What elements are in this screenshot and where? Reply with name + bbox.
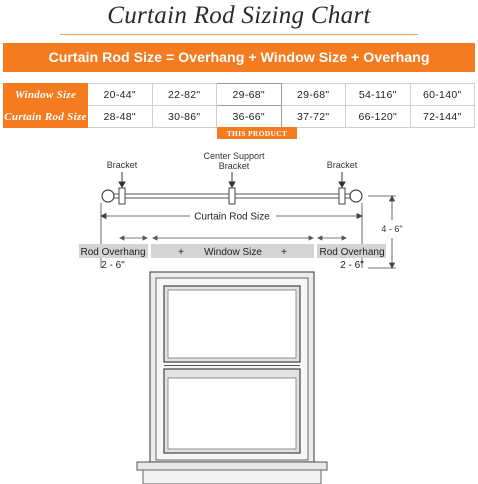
chart-title: Curtain Rod Sizing Chart — [107, 2, 371, 29]
overhang-left-label: Rod Overhang — [80, 247, 146, 258]
this-product-badge: THIS PRODUCT — [217, 127, 297, 139]
table-cell: 29-68" — [281, 84, 346, 106]
table-cell: 30-86" — [152, 106, 217, 128]
table-cell: 60-140" — [410, 84, 475, 106]
height-label: 4 - 6" — [381, 224, 403, 234]
table-cell: 54-116" — [346, 84, 411, 106]
plus-right: + — [281, 247, 287, 258]
callout-arrows — [119, 172, 345, 187]
bracket-left-label: Bracket — [106, 160, 138, 170]
band-arrows — [120, 236, 346, 240]
table-cell: 66-120" — [346, 106, 411, 128]
formula-banner: Curtain Rod Size = Overhang + Window Size + Overhang — [3, 43, 475, 72]
table-cell-highlighted: 29-68" — [217, 84, 282, 106]
curtain-rod-icon — [102, 188, 362, 204]
window-icon — [137, 272, 327, 484]
row-header-rod-size: Curtain Rod Size — [4, 106, 88, 128]
table-cell: 22-82" — [152, 84, 217, 106]
row-header-window-size: Window Size — [4, 84, 88, 106]
overhang-left-value: 2 - 6" — [101, 260, 125, 271]
plus-left: + — [178, 247, 184, 258]
table-cell: 28-48" — [88, 106, 153, 128]
table-cell: 72-144" — [410, 106, 475, 128]
center-support-label-line2: Bracket — [218, 161, 250, 171]
bracket-right-label: Bracket — [326, 160, 358, 170]
overhang-right-label: Rod Overhang — [319, 247, 385, 258]
table-cell: 37-72" — [281, 106, 346, 128]
rod-size-label: Curtain Rod Size — [194, 211, 270, 223]
center-support-label-line1: Center Support — [203, 151, 265, 161]
window-size-label: Window Size — [204, 247, 262, 258]
table-cell-highlighted: 36-66" — [217, 106, 282, 128]
overhang-right-value: 2 - 6" — [340, 260, 364, 271]
table-cell: 20-44" — [88, 84, 153, 106]
